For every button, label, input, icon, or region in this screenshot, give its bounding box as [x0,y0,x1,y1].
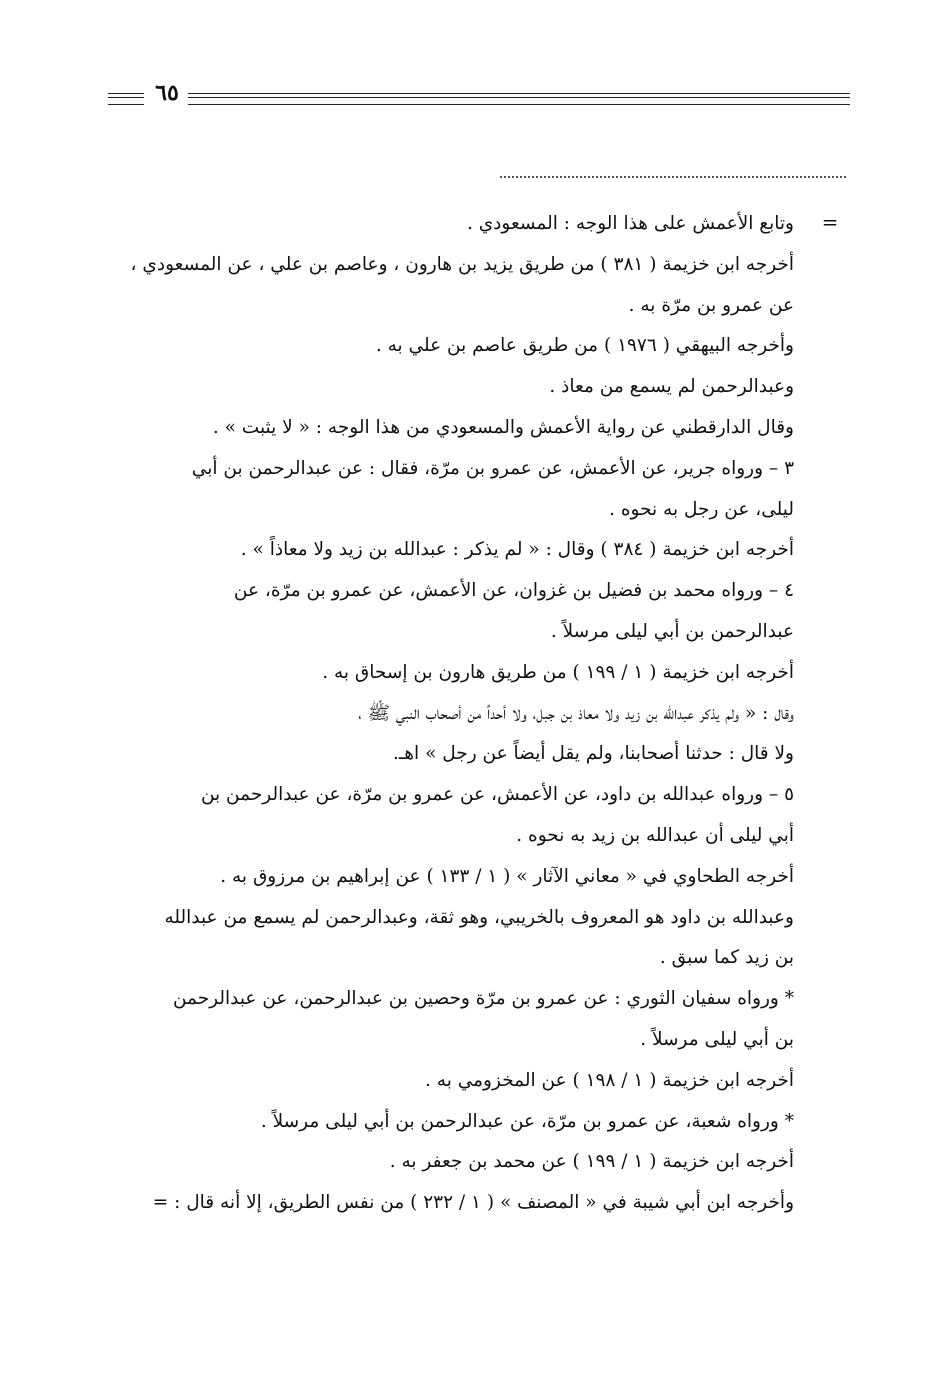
text-line: عن عمرو بن مرّة به . [628,294,794,316]
page-header [108,80,850,114]
text-line: ولا قال : حدثنا أصحابنا، ولم يقل أيضاً عن رجل » اهـ. [393,743,794,765]
text-line: * ورواه شعبة، عن عمرو بن مرّة، عن عبدالرحمن بن أبي ليلى مرسلاً . [260,1110,794,1132]
text-line: وأخرجه ابن أبي شيبة في « المصنف » ( ١ / ٢٣٢ ) من نفس الطريق، إلا أنه قال : = [152,1192,794,1214]
text-line: أخرجه ابن خزيمة ( ١ / ١٩٩ ) من طريق هارون بن إسحاق به . [322,661,794,683]
text-line: ٤ – ورواه محمد بن فضيل بن غزوان، عن الأعمش، عن عمرو بن مرّة، عن [233,580,794,602]
text-line: عبدالرحمن بن أبي ليلى مرسلاً . [550,620,794,642]
page-number: ٦٥ [155,80,179,106]
footnote-separator [500,176,846,178]
text-line: أخرجه ابن خزيمة ( ١ / ١٩٩ ) عن محمد بن جعفر به . [389,1151,794,1173]
text-line: أخرجه ابن خزيمة ( ٣٨٤ ) وقال : « لم يذكر : عبدالله بن زيد ولا معاذاً » . [240,539,794,561]
text-line: وتابع الأعمش على هذا الوجه : المسعودي . [466,213,794,234]
text-line: ليلى، عن رجل به نحوه . [609,498,794,520]
text-line: أخرجه الطحاوي في « معاني الآثار » ( ١ / ١٣٣ ) عن إبراهيم بن مرزوق به . [220,865,794,887]
continuation-mark: = [821,210,839,234]
text-line: أبي ليلى أن عبدالله بن زيد به نحوه . [516,824,794,846]
text-line: أخرجه ابن خزيمة ( ٣٨١ ) من طريق يزيد بن هارون ، وعاصم بن علي ، عن المسعودي ، [130,253,794,275]
text-line: ٥ – ورواه عبدالله بن داود، عن الأعمش، عن عمرو بن مرّة، عن عبدالرحمن بن [200,784,794,806]
header-rule-left [108,93,144,105]
text-line: * ورواه سفيان الثوري : عن عمرو بن مرّة وحصين بن عبدالرحمن، عن عبدالرحمن [172,988,794,1010]
header-rule-right [188,93,850,105]
text-line: وقال : « ولم يذكر عبدالله بن زيد ولا معاذ بن جبل، ولا أحداً من أصحاب النبي ﷺ ، [358,702,794,724]
footnote-text [116,204,794,1224]
text-line: أخرجه ابن خزيمة ( ١ / ١٩٨ ) عن المخزومي به . [425,1069,794,1091]
text-line: وقال الدارقطني عن رواية الأعمش والمسعودي من هذا الوجه : « لا يثبت » . [212,416,794,438]
text-line: بن أبي ليلى مرسلاً . [640,1028,794,1050]
text-line: وأخرجه البيهقي ( ١٩٧٦ ) من طريق عاصم بن علي به . [375,335,794,357]
text-line: بن زيد كما سبق . [659,947,794,969]
text-line: وعبدالرحمن لم يسمع من معاذ . [549,376,794,398]
text-line: وعبدالله بن داود هو المعروف بالخريبي، وهو ثقة، وعبدالرحمن لم يسمع من عبدالله [164,906,794,928]
text-line: ٣ – ورواه جرير، عن الأعمش، عن عمرو بن مرّة، فقال : عن عبدالرحمن بن أبي [191,457,794,479]
